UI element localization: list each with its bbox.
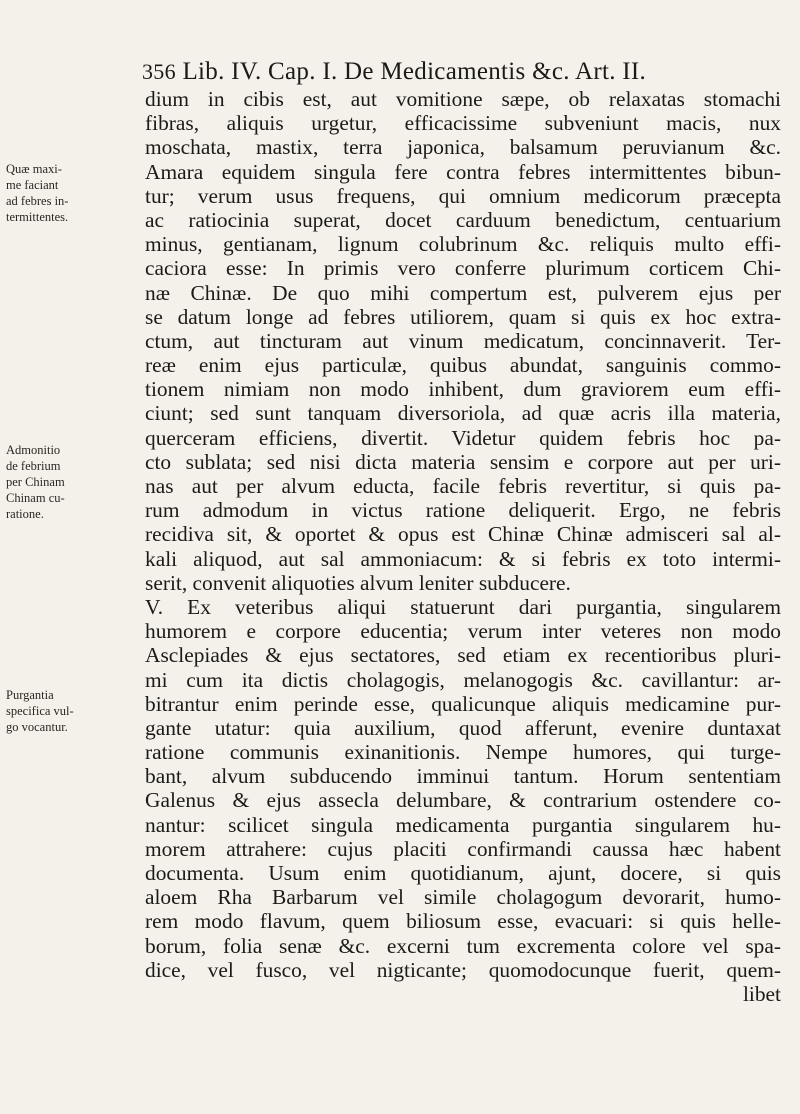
text-line: mi cum ita dictis cholagogis, melanogogis &c. cavillantur: ar- [145,667,781,692]
text-line: humorem e corpore educentia; verum inter veteres non modo [145,619,781,644]
text-line: dium in cibis est, aut vomitione sæpe, ob relaxatas stomachi [145,87,781,111]
text-line: tur; verum usus frequens, qui omnium medicorum præcepta [145,183,781,208]
margin-note-line: de febrium [6,459,61,473]
text-line: gante utatur: quia auxilium, quod afferunt, evenire duntaxat [145,715,781,740]
margin-note-line: ad febres in- [6,194,69,208]
text-line: bitrantur enim perinde esse, qualicunque aliquis medicamine pur- [145,691,781,716]
text-line: documenta. Usum enim quotidianum, ajunt, docere, si quis [145,861,781,885]
margin-note-line: Purgantia [6,688,54,702]
text-line: rem modo flavum, quem biliosum esse, evacuari: si quis helle- [145,909,781,934]
text-line: serit, convenit aliquoties alvum leniter subducere. [145,570,571,595]
margin-note-line: specifica vul- [6,704,74,718]
text-line: ac ratiocinia superat, docet carduum benedictum, centuarium [145,207,781,232]
catchword: libet [742,981,781,1006]
text-line: ratione communis exinanitionis. Nempe humores, qui turge- [145,740,781,765]
text-line: caciora esse: In primis vero conferre plurimum corticem Chi- [145,256,781,281]
text-line: cto sublata; sed nisi dicta materia sensim e corpore aut per uri- [145,449,781,474]
margin-note-purgantia [6,687,104,735]
margin-note-admonitio [6,442,104,522]
margin-note-line: go vocantur. [6,720,68,734]
text-line: borum, folia senæ &c. excerni tum excrementa colore vel spa- [145,933,781,958]
text-line: bant, alvum subducendo imminui tantum. Horum sententiam [145,764,781,789]
text-line: nas aut per alvum educta, facile febris revertitur, si quis pa- [145,474,781,498]
text-line: moschata, mastix, terra japonica, balsamum peruvianum &c. [145,135,781,160]
margin-note-line: Quæ maxi- [6,162,62,176]
margin-note-line: per Chinam [6,475,65,489]
text-line: rum admodum in victus ratione deliquerit. Ergo, ne febris [145,498,781,523]
page-number: 356 [142,59,176,84]
text-line: minus, gentianam, lignum colubrinum &c. reliquis multo effi- [145,232,781,257]
text-line: se datum longe ad febres utiliorem, quam si quis ex hoc extra- [145,304,781,329]
margin-note-line: termittentes. [6,210,69,224]
text-line: aloem Rha Barbarum vel simile cholagogum devorarit, humo- [145,885,781,910]
text-line: Amara equidem singula fere contra febres intermittentes bibun- [145,159,781,184]
text-line: tionem nimiam non modo inhibent, dum graviorem eum effi- [145,377,781,402]
text-line: nantur: scilicet singula medicamenta purgantia singularem hu- [145,812,781,837]
text-line: reæ enim ejus particulæ, quibus abundat, sanguinis commo- [145,353,781,378]
running-header [142,58,782,86]
margin-note-line: ratione. [6,507,44,521]
text-line: fibras, aliquis urgetur, efficacissime subveniunt macis, nux [145,111,781,136]
margin-note-line: Chinam cu- [6,491,65,505]
running-title: Lib. IV. Cap. I. De Medicamentis &c. Art. II. [182,58,647,85]
text-line: ciunt; sed sunt tanquam diversoriola, ad quæ acris illa materia, [145,401,781,426]
text-line: morem attrahere: cujus placiti confirmandi caussa hæc habent [145,836,781,861]
text-line: Asclepiades & ejus sectatores, sed etiam ex recentioribus pluri- [145,643,781,668]
text-line: næ Chinæ. De quo mihi compertum est, pulverem ejus per [145,280,781,305]
text-line: dice, vel fusco, vel nigticante; quomodocunque fuerit, quem- [145,957,781,982]
text-line: ctum, aut tincturam aut vinum medicatum, concinnaverit. Ter- [145,328,781,353]
margin-note-quae-maxime [6,161,104,225]
body-text [145,87,781,1006]
text-line: querceram efficiens, divertit. Videtur quidem febris hoc pa- [145,425,781,450]
text-line: V. Ex veteribus aliqui statuerunt dari purgantia, singularem [145,594,781,619]
text-line: kali aliquod, aut sal ammoniacum: & si febris ex toto intermi- [145,546,781,571]
text-line: Galenus & ejus assecla delumbare, & contrarium ostendere co- [145,788,781,813]
margin-note-line: Admonitio [6,443,61,457]
margin-note-line: me faciant [6,178,59,192]
text-line: recidiva sit, & oportet & opus est Chinæ Chinæ admisceri sal al- [145,522,781,547]
